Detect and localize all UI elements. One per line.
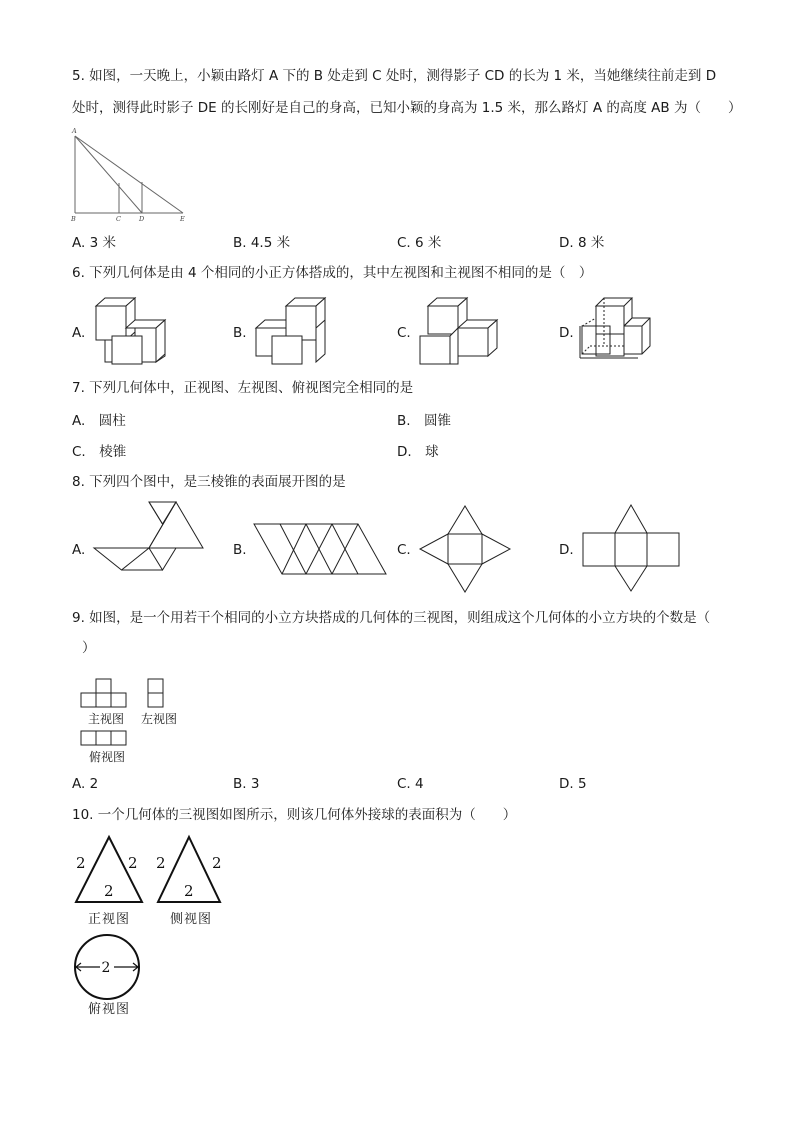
q10-side-view bbox=[152, 834, 227, 906]
q6-stem: 6. 下列几何体是由 4 个相同的小正方体搭成的，其中左视图和主视图不相同的是（ ） bbox=[72, 265, 593, 281]
q9-option-b: B. 3 bbox=[233, 776, 260, 792]
q8-option-a-net bbox=[92, 500, 207, 570]
q9-left-view bbox=[146, 678, 166, 708]
q5-option-a: A. 3 米 bbox=[72, 235, 116, 251]
q5-stem-line2: 处时，测得此时影子 DE 的长刚好是自己的身高，已知小颖的身高为 1.5 米，那么路灯 A 的高度 AB 为（ ） bbox=[72, 100, 742, 116]
q5-stem-line1: 5. 如图，一天晚上，小颖由路灯 A 下的 B 处走到 C 处时，测得影子 CD 的长为 1 米，当她继续往前走到 D bbox=[72, 68, 717, 84]
label-b: B bbox=[71, 215, 76, 223]
label-d: D bbox=[139, 215, 145, 223]
q6-option-a-cubes bbox=[90, 296, 170, 366]
q5-option-c: C. 6 米 bbox=[397, 235, 442, 251]
light-ray-ae bbox=[75, 136, 183, 213]
q9-top-view bbox=[80, 730, 130, 746]
q10-top-view bbox=[72, 932, 142, 1002]
q10-top-view-label: 俯视图 bbox=[88, 1002, 131, 1017]
q8-option-a-label: A. bbox=[72, 542, 86, 558]
q9-option-a: A. 2 bbox=[72, 776, 99, 792]
q7-stem: 7. 下列几何体中，正视图、左视图、俯视图完全相同的是 bbox=[72, 380, 414, 396]
q8-option-c-label: C. bbox=[397, 542, 411, 558]
q6-option-c-cubes bbox=[416, 296, 501, 366]
q10-front-view bbox=[72, 834, 147, 906]
q10-front-base-dim: 2 bbox=[104, 882, 114, 900]
q7-option-b: B. 圆锥 bbox=[397, 413, 452, 429]
q9-stem-line2: ） bbox=[82, 640, 96, 656]
q10-side-right-dim: 2 bbox=[212, 854, 222, 872]
q10-side-base-dim: 2 bbox=[184, 882, 194, 900]
q8-option-c-net bbox=[416, 504, 516, 594]
q6-option-a-label: A. bbox=[72, 325, 86, 341]
q10-front-right-dim: 2 bbox=[128, 854, 138, 872]
q8-option-b-label: B. bbox=[233, 542, 247, 558]
q9-stem-line1: 9. 如图，是一个用若干个相同的小立方块搭成的几何体的三视图，则组成这个几何体的小立方块的个数是（ bbox=[72, 610, 711, 626]
q8-option-d-net bbox=[580, 503, 685, 593]
q6-option-d-cubes bbox=[576, 296, 656, 366]
q9-left-view-label: 左视图 bbox=[141, 712, 178, 726]
q5-option-d: D. 8 米 bbox=[559, 235, 605, 251]
q10-top-diameter-dim: 2 bbox=[101, 960, 111, 976]
label-a: A bbox=[72, 127, 77, 135]
light-ray-ad bbox=[75, 136, 142, 213]
label-e: E bbox=[180, 215, 185, 223]
q5-option-b: B. 4.5 米 bbox=[233, 235, 291, 251]
q10-front-view-label: 正视图 bbox=[88, 912, 131, 927]
q5-lamp-shadow-figure bbox=[70, 128, 195, 223]
q7-option-c: C. 棱锥 bbox=[72, 444, 127, 460]
label-c: C bbox=[116, 215, 121, 223]
q9-top-view-label: 俯视图 bbox=[89, 750, 126, 764]
q9-option-d: D. 5 bbox=[559, 776, 587, 792]
q10-front-left-dim: 2 bbox=[76, 854, 86, 872]
q10-side-view-label: 侧视图 bbox=[170, 912, 213, 927]
q9-option-c: C. 4 bbox=[397, 776, 424, 792]
q8-option-d-label: D. bbox=[559, 542, 574, 558]
q10-side-left-dim: 2 bbox=[156, 854, 166, 872]
q6-option-b-cubes bbox=[252, 296, 332, 366]
q7-option-d: D. 球 bbox=[397, 444, 439, 460]
q6-option-b-label: B. bbox=[233, 325, 247, 341]
q8-stem: 8. 下列四个图中，是三棱锥的表面展开图的是 bbox=[72, 474, 346, 490]
q6-option-d-label: D. bbox=[559, 325, 574, 341]
q6-option-c-label: C. bbox=[397, 325, 411, 341]
q10-stem: 10. 一个几何体的三视图如图所示，则该几何体外接球的表面积为（ ） bbox=[72, 807, 517, 823]
q9-front-view bbox=[80, 678, 132, 708]
q8-option-b-net bbox=[252, 522, 392, 577]
q7-option-a: A. 圆柱 bbox=[72, 413, 126, 429]
q9-front-view-label: 主视图 bbox=[88, 712, 125, 726]
